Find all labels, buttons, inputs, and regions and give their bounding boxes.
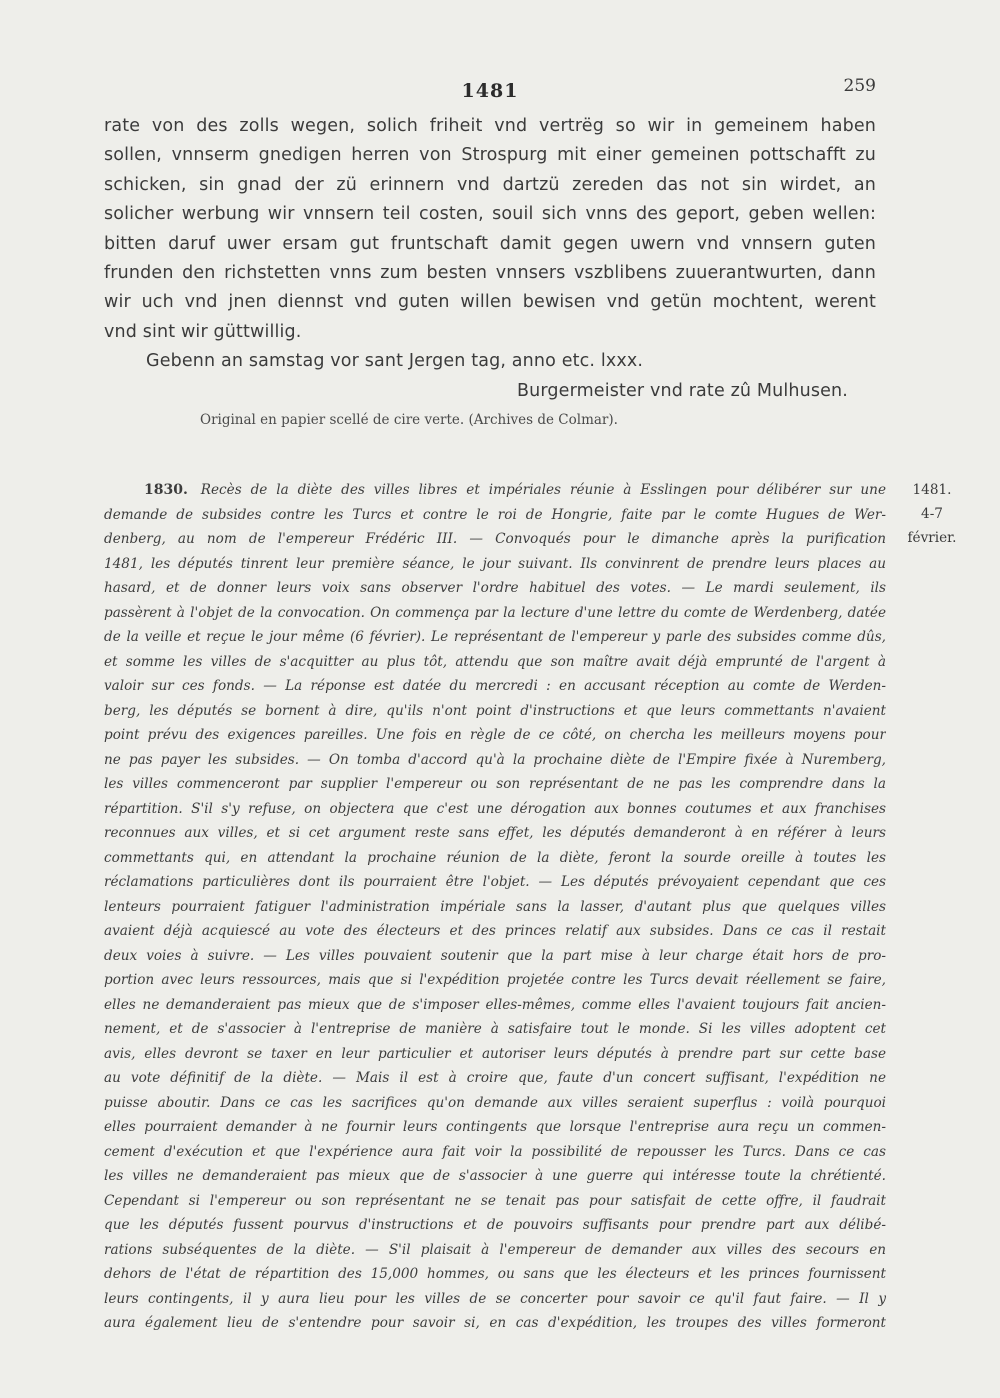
text-line: wir uch vnd jnen diennst vnd guten willen bewisen vnd getün mochtent, werent [104, 292, 876, 313]
entry-text-line: les villes ne demanderaient pas mieux que de s'associer à une guerre qui intéresse toute la chrétienté. [104, 1168, 886, 1184]
archival-source-note: Original en papier scellé de cire verte. (Archives de Colmar). [200, 412, 618, 428]
text-line: vnd sint wir güttwillig. [104, 321, 302, 342]
entry-text-line: répartition. S'il s'y refuse, on objectera que c'est une dérogation aux bonnes coutumes et aux franchises [104, 800, 886, 817]
text-line: sollen, vnnserm gnedigen herren von Strospurg mit einer gemeinen pottschafft zu [104, 145, 876, 166]
entry-text-line: nement, et de s'associer à l'entreprise de manière à satisfaire tout le monde. Si les villes adoptent cet [104, 1021, 886, 1037]
text-line: rate von des zolls wegen, solich friheit vnd vertrëg so wir in gemeinem haben [104, 116, 876, 136]
entry-text-line: dehors de l'état de répartition des 15,000 hommes, ou sans que les électeurs et les princes fournissent [104, 1266, 886, 1282]
entry-text-line: avaient déjà acquiescé au vote des électeurs et des princes relatif aux subsides. Dans ce cas il restait [104, 923, 886, 939]
entry-1830 [104, 478, 886, 1336]
running-header-year: 1481 [461, 80, 519, 102]
entry-text-line: hasard, et de donner leurs voix sans observer l'ordre habituel des votes. — Le mardi seulement, ils [104, 580, 886, 596]
entry-text-line: portion avec leurs ressources, mais que si l'expédition projetée contre les Turcs devait réellement se faire, [104, 972, 886, 988]
entry-text-line: valoir sur ces fonds. — La réponse est datée du mercredi : en accusant réception au comte de Werden- [104, 678, 886, 694]
text-line: schicken, sin gnad der zü erinnern vnd dartzü zereden das not sin wirdet, an [104, 174, 876, 195]
signature-line: Burgermeister vnd rate zû Mulhusen. [516, 380, 848, 401]
entry-text-line: point prévu des exigences pareilles. Une fois en règle de ce côté, on chercha les meilleurs moyens pour [104, 727, 886, 743]
entry-text-line: denberg, au nom de l'empereur Frédéric III. — Convoqués pour le dimanche après la purification [104, 531, 886, 547]
entry-text-line: lenteurs pourraient fatiguer l'administration impériale sans la lasser, d'autant plus que quelques villes [104, 898, 886, 915]
dating-line: Gebenn an samstag vor sant Jergen tag, anno etc. lxxx. [146, 351, 644, 372]
margin-date-month: février. [907, 530, 957, 546]
entry-text-line: Cependant si l'empereur ou son représentant ne se tenait pas pour satisfait de cette offre, il faudrait [104, 1192, 886, 1209]
entry-text-line [104, 478, 886, 503]
margin-date-year: 1481. [912, 482, 952, 498]
entry-text-line: rations subséquentes de la diète. — S'il plaisait à l'empereur de demander aux villes des secours en [104, 1241, 886, 1258]
entry-text-line: que les députés fussent pourvus d'instructions et de pouvoirs suffisants pour prendre part aux délibé- [104, 1217, 886, 1233]
entry-text-line: elles ne demanderaient pas mieux que de s'imposer elles-mêmes, comme elles l'avaient toujours fait ancien- [104, 996, 886, 1013]
entry-text-line: commettants qui, en attendant la prochaine réunion de la diète, feront la sourde oreille à toutes les [104, 849, 886, 866]
entry-text-line: 1481, les députés tinrent leur première séance, le jour suivant. Ils convinrent de prendre leurs places au [104, 555, 886, 572]
entry-text-line: berg, les députés se bornent à dire, qu'ils n'ont point d'instructions et que leurs commettants n'avaient [104, 702, 886, 719]
entry-heading-text: Recès de la diète des villes libres et impériales réunie à Esslingen pour délibérer sur une [200, 482, 886, 498]
entry-text-line: et somme les villes de s'acquitter au plus tôt, attendu que son maître avait déjà emprunté de l'argent à [104, 653, 886, 670]
entry-text-line: avis, elles devront se taxer en leur particulier et autoriser leurs députés à prendre part sur cette base [104, 1045, 886, 1062]
entry-text-line: deux voies à suivre. — Les villes pouvaient soutenir que la part mise à leur charge était hors de pro- [104, 947, 886, 964]
entry-number: 1830. [144, 482, 188, 498]
margin-date-note [896, 478, 968, 550]
margin-date-days: 4-7 [921, 506, 943, 522]
entry-text-line: au vote définitif de la diète. — Mais il est à croire que, faute d'un concert suffisant, l'expédition ne [104, 1070, 886, 1086]
page-number: 259 [843, 76, 876, 96]
entry-text-line: de la veille et reçue le jour même (6 février). Le représentant de l'empereur y parle des subsides comme dûs, [104, 629, 886, 645]
entry-text-line: ne pas payer les subsides. — On tomba d'accord qu'à la prochaine diète de l'Empire fixée à Nuremberg, [104, 751, 886, 768]
text-line: solicher werbung wir vnnsern teil costen, souil sich vnns des geport, geben wellen: [104, 204, 876, 225]
entry-text-line: demande de subsides contre les Turcs et contre le roi de Hongrie, faite par le comte Hugues de Wer- [104, 506, 886, 523]
entry-text-line: aura également lieu de s'entendre pour savoir si, en cas d'expédition, les troupes des villes formeront [104, 1315, 886, 1331]
entry-text-line: elles pourraient demander à ne fournir leurs contingents que lorsque l'entreprise aura reçu un commen- [104, 1119, 886, 1135]
german-letter-text [104, 112, 876, 406]
entry-text-line: réclamations particulières dont ils pourraient être l'objet. — Les députés prévoyaient cependant que ces [104, 874, 886, 890]
entry-text-line: cement d'exécution et que l'expérience aura fait voir la possibilité de repousser les Turcs. Dans ce cas [104, 1143, 886, 1160]
entry-text-line: puisse aboutir. Dans ce cas les sacrifices qu'on demande aux villes seraient superflus : voilà pourquoi [104, 1094, 886, 1111]
entry-text-line: passèrent à l'objet de la convocation. On commença par la lecture d'une lettre du comte de Werdenberg, datée [104, 604, 886, 621]
text-line: bitten daruf uwer ersam gut fruntschaft damit gegen uwern vnd vnnsern guten [104, 233, 876, 254]
entry-text-line: reconnues aux villes, et si cet argument reste sans effet, les députés demanderont à en référer à leurs [104, 825, 886, 841]
text-line: frunden den richstetten vnns zum besten vnnsers vszblibens zuuerantwurten, dann [104, 262, 876, 283]
entry-text-line: leurs contingents, il y aura lieu pour les villes de se concerter pour savoir ce qu'il faut faire. — Il y [104, 1290, 886, 1307]
entry-text-line: les villes commenceront par supplier l'empereur ou son représentant de ne pas les comprendre dans la [104, 776, 886, 792]
